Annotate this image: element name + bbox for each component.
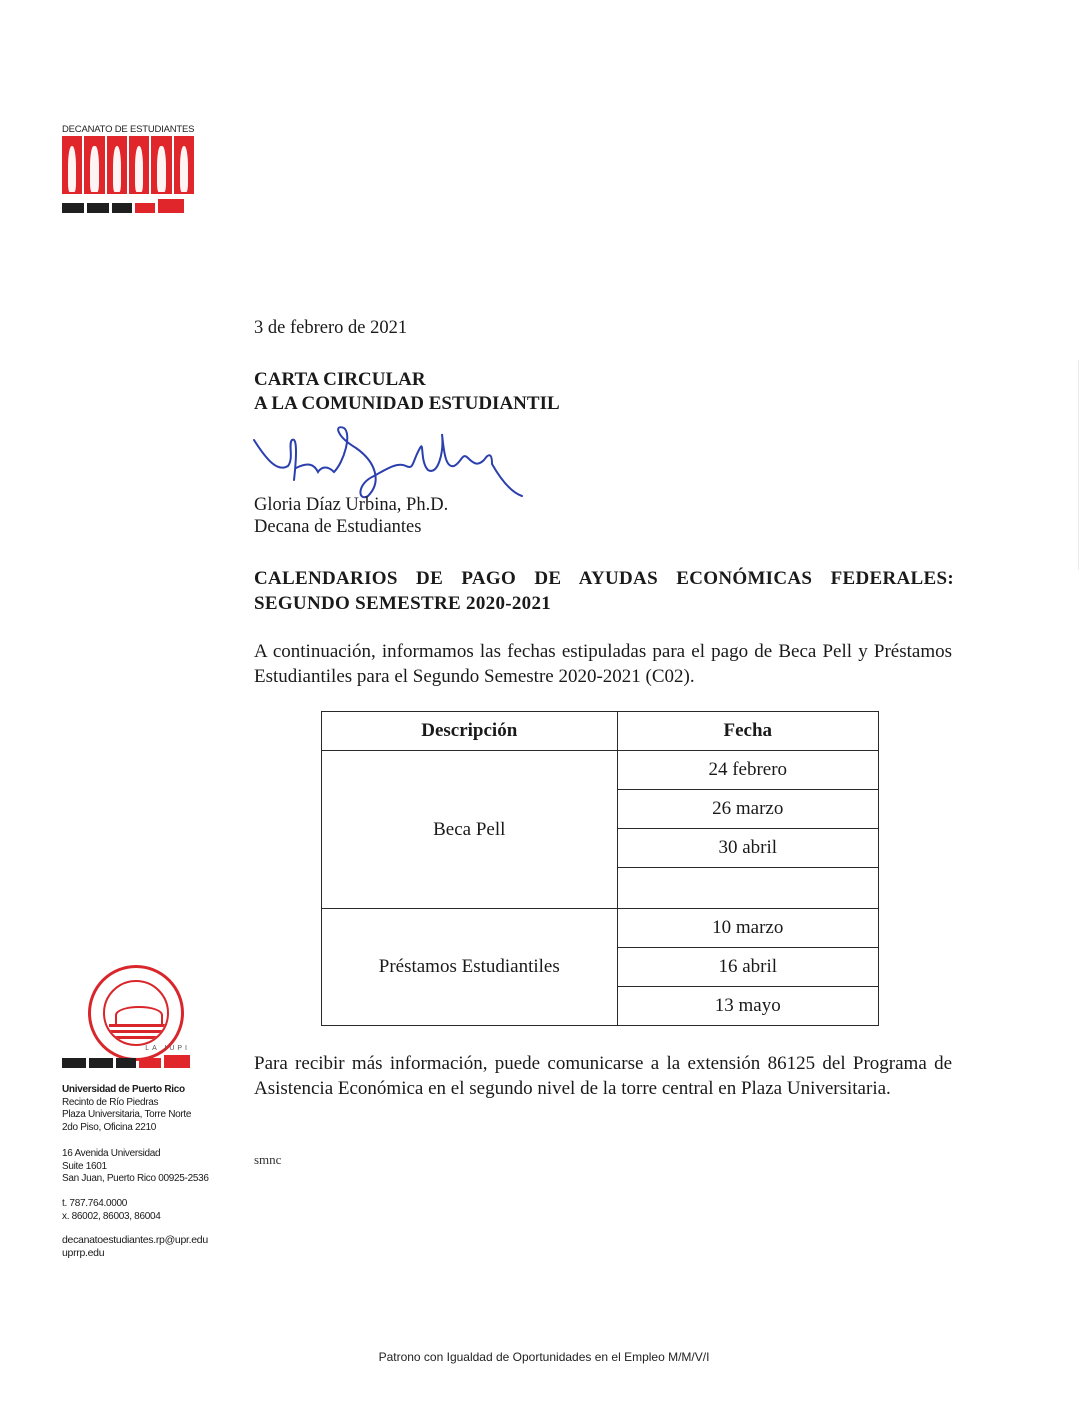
row-description-prestamos: Préstamos Estudiantiles [322, 909, 618, 1026]
logo-caption: DECANATO DE ESTUDIANTES [62, 124, 195, 135]
date-cell: 10 marzo [617, 909, 878, 948]
signer-name: Gloria Díaz Urbina, Ph.D. [254, 495, 449, 515]
building: Plaza Universitaria, Torre Norte [62, 1109, 192, 1120]
institution-name: Universidad de Puerto Rico [62, 1084, 185, 1095]
phone: t. 787.764.0000 [62, 1198, 128, 1209]
uprrp-wordmark [62, 197, 194, 213]
footer-equal-opportunity: Patrono con Igualdad de Oportunidades en el Empleo M/M/V/I [378, 1350, 710, 1364]
signature-image [248, 422, 528, 502]
phone-block [62, 1198, 161, 1223]
subject-line-1: CALENDARIOS DE PAGO DE AYUDAS ECONÓMICAS FEDERALES: [254, 568, 954, 589]
logo-figures-band [62, 136, 194, 194]
table-row [322, 909, 879, 948]
street: 16 Avenida Universidad [62, 1148, 161, 1159]
uprrp-logo-bottom [62, 1045, 192, 1068]
heading-line-1: CARTA CIRCULAR [254, 369, 426, 390]
date-cell: 30 abril [617, 829, 878, 868]
date-cell: 13 mayo [617, 987, 878, 1026]
signer-block [254, 494, 448, 538]
date-cell: 24 febrero [617, 751, 878, 790]
decanato-logo [62, 124, 194, 213]
typist-initials: smnc [254, 1152, 282, 1167]
column-header-date: Fecha [617, 712, 878, 751]
contact-block [62, 1234, 208, 1259]
closing-paragraph: Para recibir más información, puede comunicarse a la extensión 86125 del Programa de Asistencia Económica en el segundo nivel de la torre central en Plaza Universitaria. [254, 1053, 952, 1099]
intro-paragraph: A continuación, informamos las fechas estipuladas para el pago de Beca Pell y Préstamos Estudiantiles para el Segundo Semestre 2020-2021 (C02). [254, 641, 952, 687]
city: San Juan, Puerto Rico 00925-2536 [62, 1173, 209, 1184]
signer-title: Decana de Estudiantes [254, 517, 422, 537]
website-link[interactable]: uprrp.edu [62, 1246, 105, 1259]
heading-line-2: A LA COMUNIDAD ESTUDIANTIL [254, 393, 560, 414]
address-block [62, 1084, 191, 1134]
logo-tag: LA IUPI [145, 1045, 190, 1052]
campus-name: Recinto de Río Piedras [62, 1096, 159, 1108]
letter-subject [254, 566, 954, 616]
table-row [322, 751, 879, 790]
scan-artifact-line [1078, 360, 1079, 570]
date-cell: 26 marzo [617, 790, 878, 829]
uprrp-wordmark-bottom [62, 1052, 192, 1068]
date-cell: 16 abril [617, 948, 878, 987]
table-header-row [322, 712, 879, 751]
email-link[interactable]: decanatoestudiantes.rp@upr.edu [62, 1234, 208, 1246]
payment-schedule-table [321, 711, 879, 1026]
column-header-description: Descripción [322, 712, 618, 751]
letter-heading [254, 368, 560, 416]
mailing-address-block [62, 1148, 209, 1186]
row-description-beca-pell: Beca Pell [322, 751, 618, 909]
suite: Suite 1601 [62, 1160, 107, 1172]
extensions: x. 86002, 86003, 86004 [62, 1210, 161, 1222]
letter-date: 3 de febrero de 2021 [254, 318, 408, 338]
date-cell-empty [617, 868, 878, 909]
office: 2do Piso, Oficina 2210 [62, 1121, 157, 1133]
subject-line-2: SEGUNDO SEMESTRE 2020-2021 [254, 593, 552, 614]
